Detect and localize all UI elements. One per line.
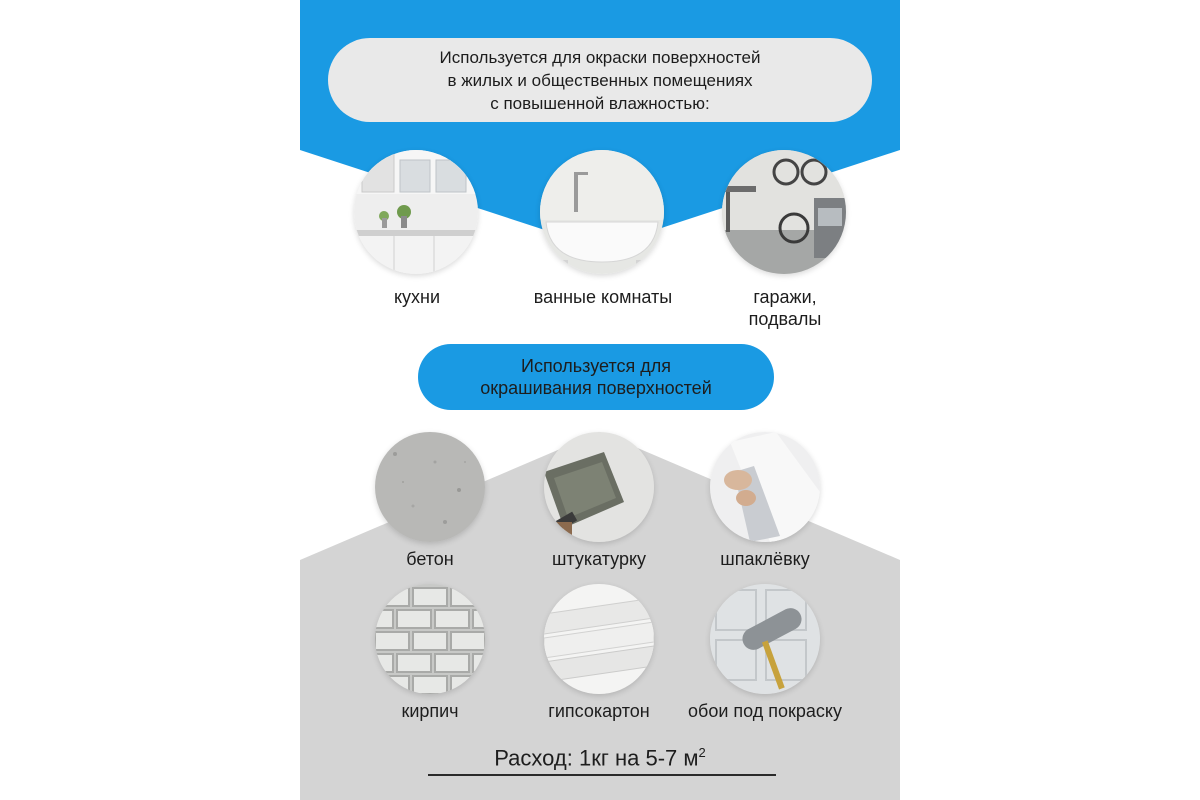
putty-photo	[710, 432, 820, 542]
usage-description-line-1: Используется для окраски поверхностей	[439, 47, 761, 67]
room-label-garage-line-1: гаражи,	[753, 287, 817, 307]
room-label-kitchen: кухни	[393, 287, 441, 307]
usage-description-line-3: с повышенной влажностью:	[490, 93, 710, 113]
usage-description-line-2: в жилых и общественных помещениях	[447, 70, 753, 90]
brick-photo	[375, 584, 485, 694]
garage-photo	[722, 150, 846, 274]
surface-label-plaster: штукатурку	[551, 549, 647, 569]
consumption-rate-text: Расход: 1кг на 5-7 м	[494, 745, 699, 771]
surface-label-concrete: бетон	[406, 549, 454, 569]
room-label-garage-line-2: подвалы	[748, 309, 822, 329]
plaster-photo	[544, 432, 654, 542]
surface-label-putty: шпаклёвку	[720, 549, 810, 569]
surface-label-brick: кирпич	[401, 701, 459, 721]
kitchen-photo	[354, 150, 478, 274]
consumption-underline	[428, 774, 776, 776]
surfaces-header-line-2: окрашивания поверхностей	[480, 378, 712, 398]
wallpaper-photo	[710, 584, 820, 694]
surfaces-header-pill	[418, 344, 774, 410]
usage-description-pill	[328, 38, 872, 122]
product-info-card	[300, 0, 900, 800]
concrete-photo	[375, 432, 485, 542]
room-label-bathroom: ванные комнаты	[533, 287, 673, 307]
bathroom-photo	[540, 150, 664, 274]
surface-label-drywall: гипсокартон	[548, 701, 650, 721]
consumption-rate	[420, 738, 780, 773]
drywall-photo	[544, 584, 654, 694]
surface-label-wallpaper: обои под покраску	[688, 701, 842, 721]
room-label-garage	[720, 286, 850, 330]
consumption-rate-unit-superscript: 2	[698, 745, 706, 760]
surfaces-header-line-1: Используется для	[521, 356, 671, 376]
